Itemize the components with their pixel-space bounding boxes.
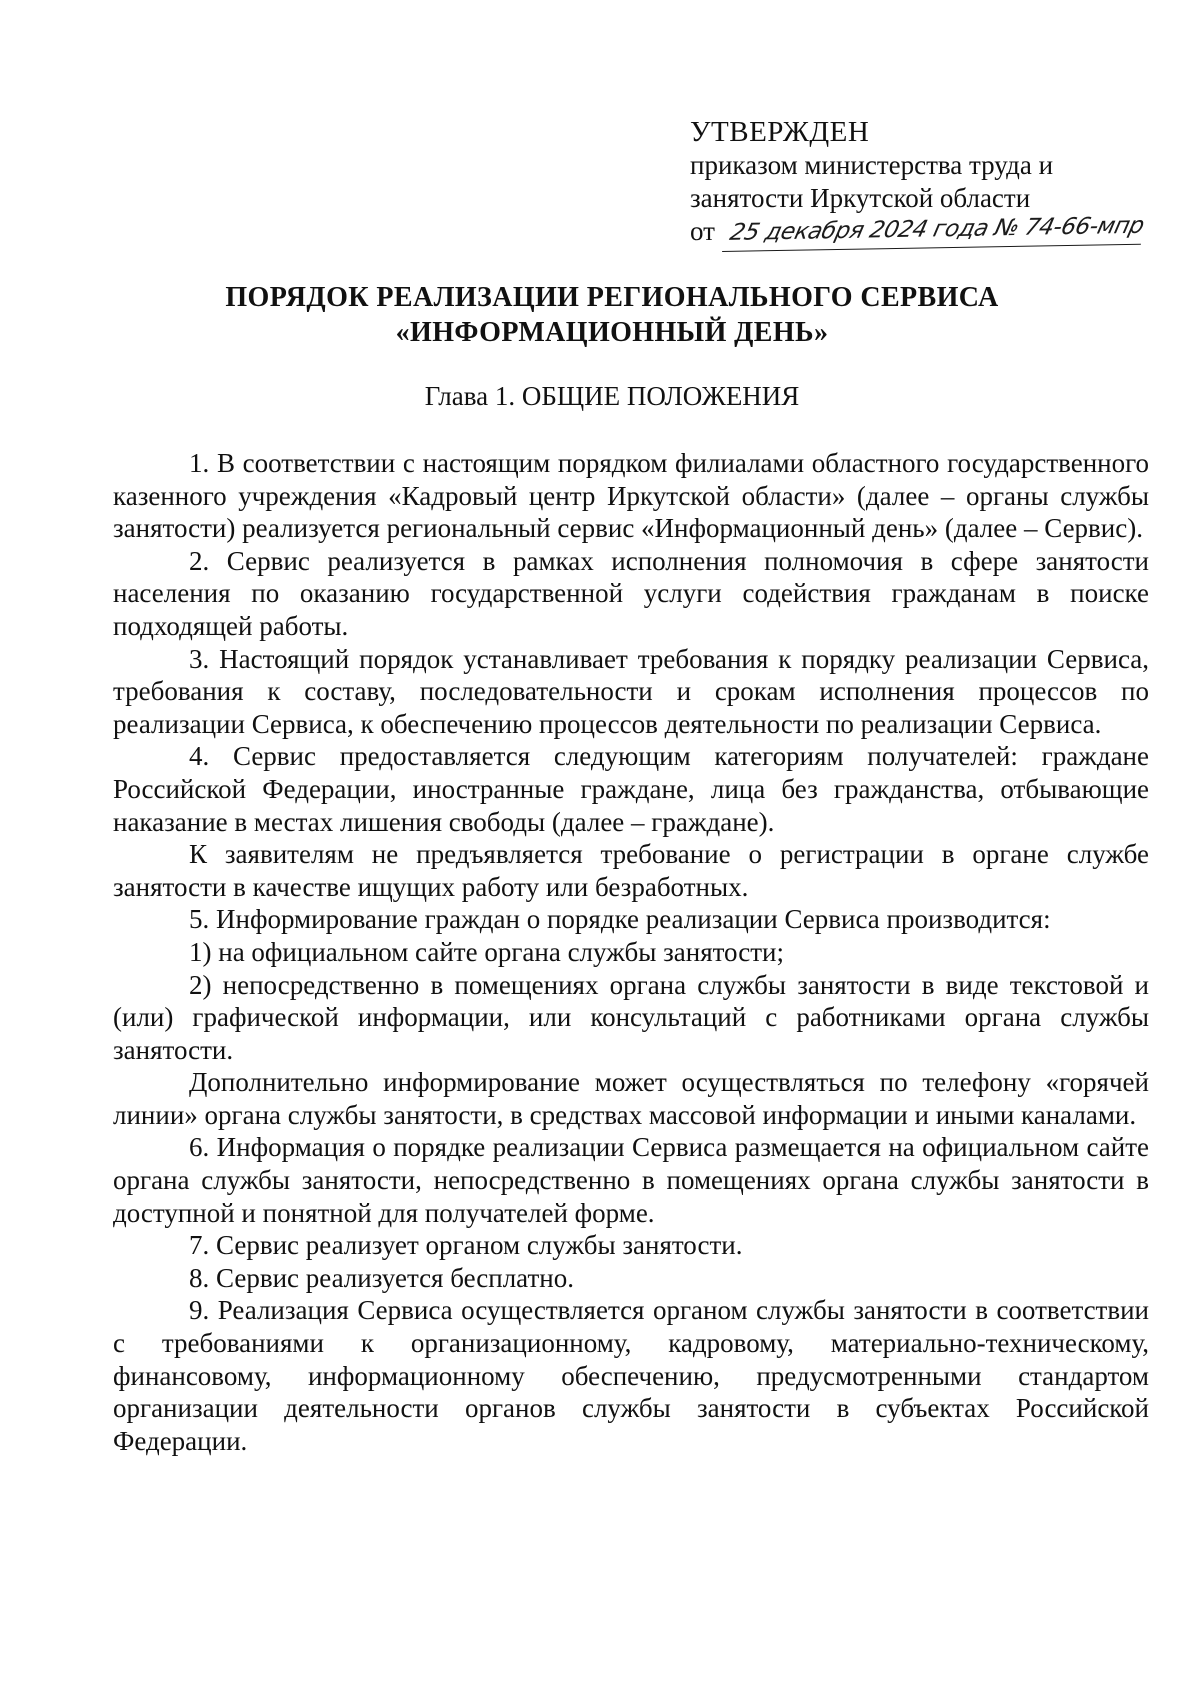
approval-block <box>690 116 1170 252</box>
paragraph: 9. Реализация Сервиса осуществляется органом службы занятости в соответствии с требованиями к организационному, кадровому, материально-техническому, финансовому, информационному обеспечению, предусмотренными стандартом организации деятельности органов службы занятости в субъектах Российской Федерации. <box>113 1295 1149 1456</box>
approval-date-prefix: от <box>690 216 715 246</box>
approval-line-2: занятости Иркутской области <box>690 183 1031 213</box>
paragraph: 6. Информация о порядке реализации Сервиса размещается на официальном сайте органа службы занятости, непосредственно в помещениях органа службы занятости в доступной и понятной для получателей форме. <box>113 1132 1149 1228</box>
paragraph: Дополнительно информирование может осуществляться по телефону «горячей линии» органа службы занятости, в средствах массовой информации и иными каналами. <box>113 1067 1149 1130</box>
approval-title: УТВЕРЖДЕН <box>690 116 870 148</box>
paragraph: 3. Настоящий порядок устанавливает требования к порядку реализации Сервиса, требования к составу, последовательности и срокам исполнения процессов по реализации Сервиса, к обеспечению процессов деятельности по реализации Сервиса. <box>113 643 1149 739</box>
paragraph: 8. Сервис реализуется бесплатно. <box>189 1262 574 1293</box>
paragraph: 2) непосредственно в помещениях органа службы занятости в виде текстовой и (или) графической информации, или консультаций с работниками органа службы занятости. <box>113 969 1149 1065</box>
document-title-line-2: «ИНФОРМАЦИОННЫЙ ДЕНЬ» <box>395 317 829 348</box>
paragraph: 4. Сервис предоставляется следующим категориям получателей: граждане Российской Федерации, иностранные граждане, лица без гражданства, отбывающие наказание в местах лишения свободы (далее – граждане). <box>113 741 1149 837</box>
approval-line-1: приказом министерства труда и <box>690 150 1054 180</box>
document-title-line-1: ПОРЯДОК РЕАЛИЗАЦИИ РЕГИОНАЛЬНОГО СЕРВИСА <box>225 282 999 313</box>
document-body <box>113 447 1149 1457</box>
document-title <box>112 280 1112 350</box>
handwritten-date-number: 25 декабря 2024 года № 74-66-мпр <box>722 210 1149 252</box>
paragraph: 1. В соответствии с настоящим порядком филиалами областного государственного казенного учреждения «Кадровый центр Иркутской области» (далее – органы службы занятости) реализуется региональный сервис «Информационный день» (далее – Сервис). <box>113 448 1149 544</box>
paragraph: 5. Информирование граждан о порядке реализации Сервиса производится: <box>189 904 1051 935</box>
paragraph: К заявителям не предъявляется требование о регистрации в органе службе занятости в качестве ищущих работу или безработных. <box>113 839 1149 902</box>
approval-date-line <box>690 212 1170 252</box>
paragraph: 7. Сервис реализует органом службы занятости. <box>189 1230 743 1261</box>
chapter-heading: Глава 1. ОБЩИЕ ПОЛОЖЕНИЯ <box>424 381 800 411</box>
paragraph: 2. Сервис реализуется в рамках исполнения полномочия в сфере занятости населения по оказанию государственной услуги содействия гражданам в поиске подходящей работы. <box>113 545 1149 641</box>
paragraph: 1) на официальном сайте органа службы занятости; <box>189 936 784 967</box>
